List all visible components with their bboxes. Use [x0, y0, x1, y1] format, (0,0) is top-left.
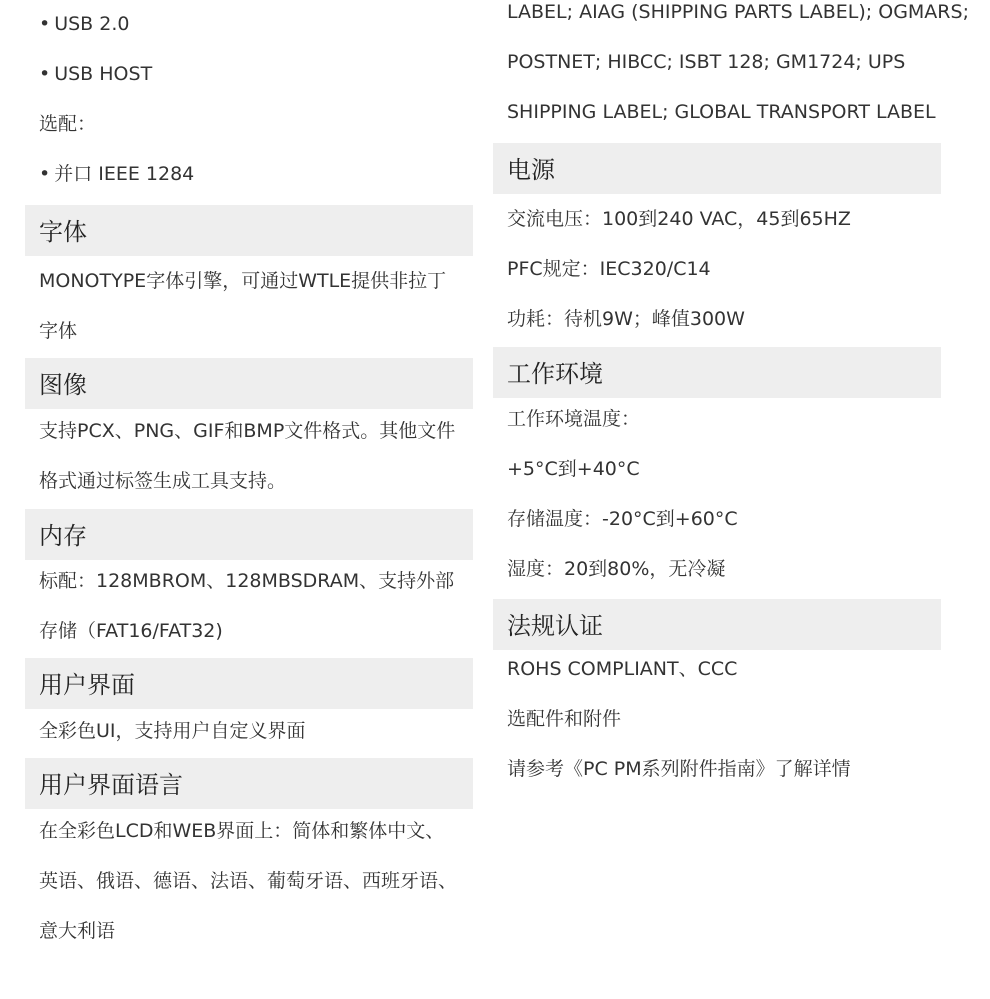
memory-line-1: 标配：128MBROM、128MBSDRAM、支持外部 — [39, 570, 455, 592]
environment-line-1: 工作环境温度： — [507, 408, 641, 430]
section-title: 字体 — [39, 218, 87, 246]
bullet-dot: • — [39, 13, 51, 35]
power-line-1: 交流电压：100到240 VAC，45到65HZ — [507, 208, 851, 230]
bullet-dot: • — [39, 63, 51, 85]
environment-line-4: 湿度：20到80%，无冷凝 — [507, 558, 726, 580]
ui-language-line-2: 英语、俄语、德语、法语、葡萄牙语、西班牙语、 — [39, 870, 458, 892]
interface-item-text: USB HOST — [54, 63, 153, 85]
section-header-environment — [493, 347, 941, 398]
section-title: 图像 — [39, 371, 87, 399]
interface-item-text: USB 2.0 — [54, 13, 130, 35]
barcode-line-2: POSTNET; HIBCC; ISBT 128; GM1724; UPS — [507, 51, 906, 73]
section-title: 用户界面 — [39, 671, 135, 699]
section-title: 电源 — [507, 156, 555, 184]
environment-line-2: +5°C到+40°C — [507, 458, 640, 480]
ui-line-1: 全彩色UI，支持用户自定义界面 — [39, 720, 306, 742]
memory-line-2: 存储（FAT16/FAT32) — [39, 620, 223, 642]
optional-label: 选配： — [39, 113, 97, 135]
certification-line-2: 选配件和附件 — [507, 708, 622, 730]
interface-item-usb2 — [39, 12, 129, 36]
ui-language-line-1: 在全彩色LCD和WEB界面上：简体和繁体中文、 — [39, 820, 445, 842]
section-header-ui-language — [25, 758, 473, 809]
power-line-3: 功耗：待机9W；峰值300W — [507, 308, 745, 330]
image-line-1: 支持PCX、PNG、GIF和BMP文件格式。其他文件 — [39, 420, 456, 442]
section-header-certification — [493, 599, 941, 650]
section-header-memory — [25, 509, 473, 560]
interface-item-usb-host — [39, 62, 152, 86]
section-header-image — [25, 358, 473, 409]
font-line-2: 字体 — [39, 320, 78, 342]
barcode-line-3: SHIPPING LABEL; GLOBAL TRANSPORT LABEL — [507, 101, 936, 123]
section-header-power — [493, 143, 941, 194]
section-title: 工作环境 — [507, 360, 603, 388]
power-line-2: PFC规定：IEC320/C14 — [507, 258, 711, 280]
section-title: 内存 — [39, 522, 87, 550]
optional-item-text: 并口 IEEE 1284 — [54, 163, 195, 185]
section-header-font — [25, 205, 473, 256]
optional-item-parallel — [39, 162, 194, 186]
certification-line-1: ROHS COMPLIANT、CCC — [507, 658, 738, 680]
font-line-1: MONOTYPE字体引擎，可通过WTLE提供非拉丁 — [39, 270, 447, 292]
section-title: 用户界面语言 — [39, 771, 183, 799]
certification-line-3: 请参考《PC PM系列附件指南》了解详情 — [507, 758, 851, 780]
ui-language-line-3: 意大利语 — [39, 920, 116, 942]
barcode-line-1: LABEL; AIAG (SHIPPING PARTS LABEL); OGMARS; — [507, 1, 969, 23]
environment-line-3: 存储温度：-20°C到+60°C — [507, 508, 738, 530]
section-title: 法规认证 — [507, 612, 603, 640]
bullet-dot: • — [39, 163, 51, 185]
section-header-ui — [25, 658, 473, 709]
image-line-2: 格式通过标签生成工具支持。 — [39, 470, 287, 492]
